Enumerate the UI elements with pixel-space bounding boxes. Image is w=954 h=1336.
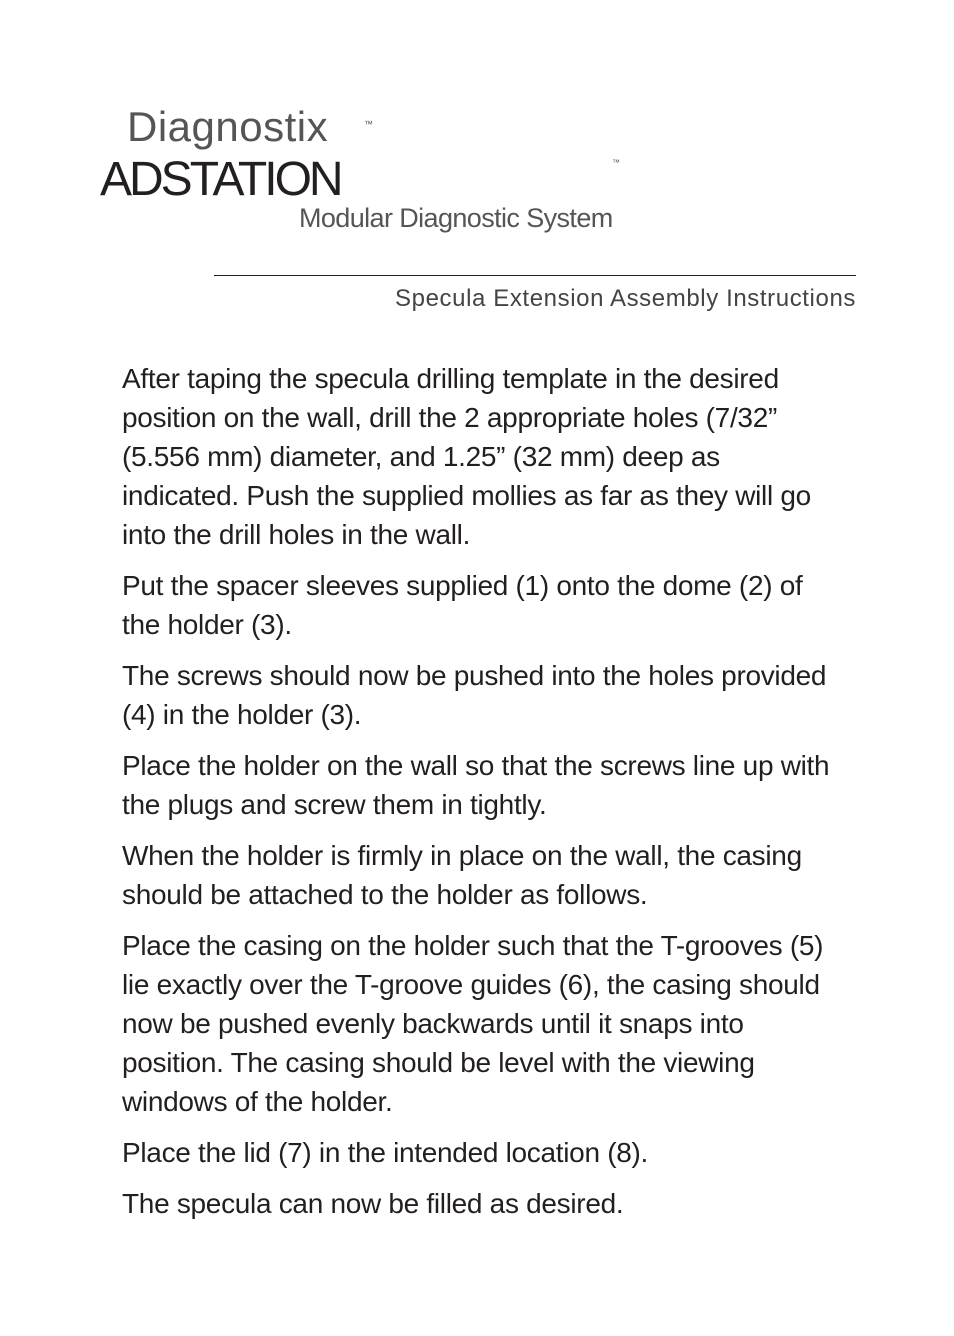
brand-trademark: ™: [364, 119, 373, 129]
instruction-paragraph: The screws should now be pushed into the holes provided (4) in the holder (3).: [122, 660, 827, 730]
product-trademark: ™: [612, 158, 620, 167]
instructions-body: [122, 359, 842, 1235]
section-title: Specula Extension Assembly Instructions: [395, 285, 856, 312]
instruction-paragraph: The specula can now be filled as desired.: [122, 1188, 624, 1219]
instruction-paragraph: When the holder is firmly in place on the wall, the casing should be attached to the holder as follows.: [122, 840, 802, 910]
instruction-paragraph: After taping the specula drilling template in the desired position on the wall, drill the 2 appropriate holes (7/32” (5.556 mm) diameter, and 1.25” (32 mm) deep as indicated. Push the supplied mollies as far as they will go into the drill holes in the wall.: [122, 363, 811, 550]
brand-name: Diagnostix: [127, 103, 329, 150]
instruction-paragraph: Place the holder on the wall so that the screws line up with the plugs and screw them in tightly.: [122, 750, 830, 820]
instruction-paragraph: Put the spacer sleeves supplied (1) onto the dome (2) of the holder (3).: [122, 570, 803, 640]
product-name: ADSTATION: [100, 153, 341, 206]
header-divider: [214, 275, 856, 276]
product-tagline: Modular Diagnostic System: [299, 203, 613, 233]
instruction-paragraph: Place the lid (7) in the intended location (8).: [122, 1137, 648, 1168]
instruction-paragraph: Place the casing on the holder such that the T-grooves (5) lie exactly over the T-groove guides (6), the casing should now be pushed evenly backwards until it snaps into position. The casing should be level with the viewing windows of the holder.: [122, 930, 824, 1117]
